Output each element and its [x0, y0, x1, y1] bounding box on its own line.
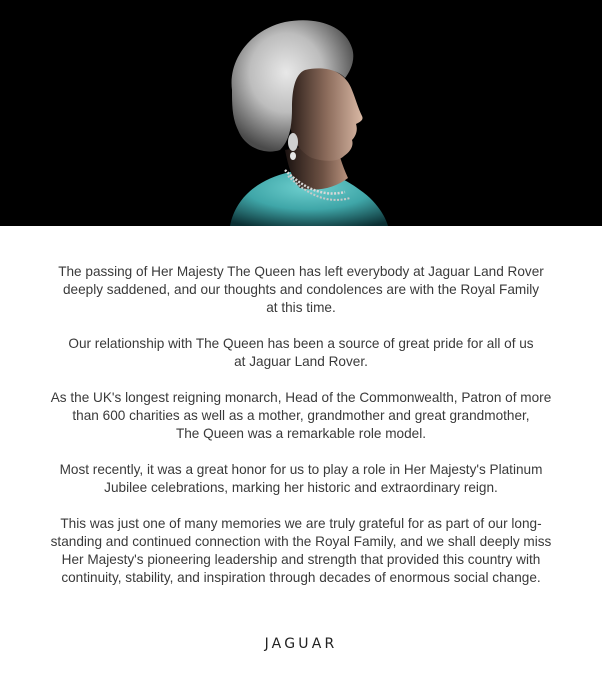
jaguar-logo[interactable]: JAGUAR	[264, 636, 338, 652]
message-body	[0, 263, 602, 605]
paragraph-monarch: As the UK's longest reigning monarch, Head of the Commonwealth, Patron of more than 600 charities as well as a mother, grandmother and great grandmother, The Queen was a remarkable role model.	[50, 390, 552, 441]
paragraph-memories: This was just one of many memories we are truly grateful for as part of our long- standing and continued connection with the Royal Family, and we shall deeply miss Her Majesty's pioneering leadership and strength that provided this country with continuity, stability, and inspiration through decades of enormous social change.	[50, 516, 552, 585]
paragraph-condolences: The passing of Her Majesty The Queen has left everybody at Jaguar Land Rover deeply saddened, and our thoughts and condolences are with the Royal Family at this time.	[58, 264, 544, 315]
queen-portrait-image	[0, 0, 602, 226]
paragraph-relationship: Our relationship with The Queen has been a source of great pride for all of us at Jaguar Land Rover.	[68, 336, 534, 369]
hero-image	[0, 0, 602, 226]
paragraph-jubilee: Most recently, it was a great honor for us to play a role in Her Majesty's Platinum Jubilee celebrations, marking her historic and extraordinary reign.	[59, 462, 543, 495]
